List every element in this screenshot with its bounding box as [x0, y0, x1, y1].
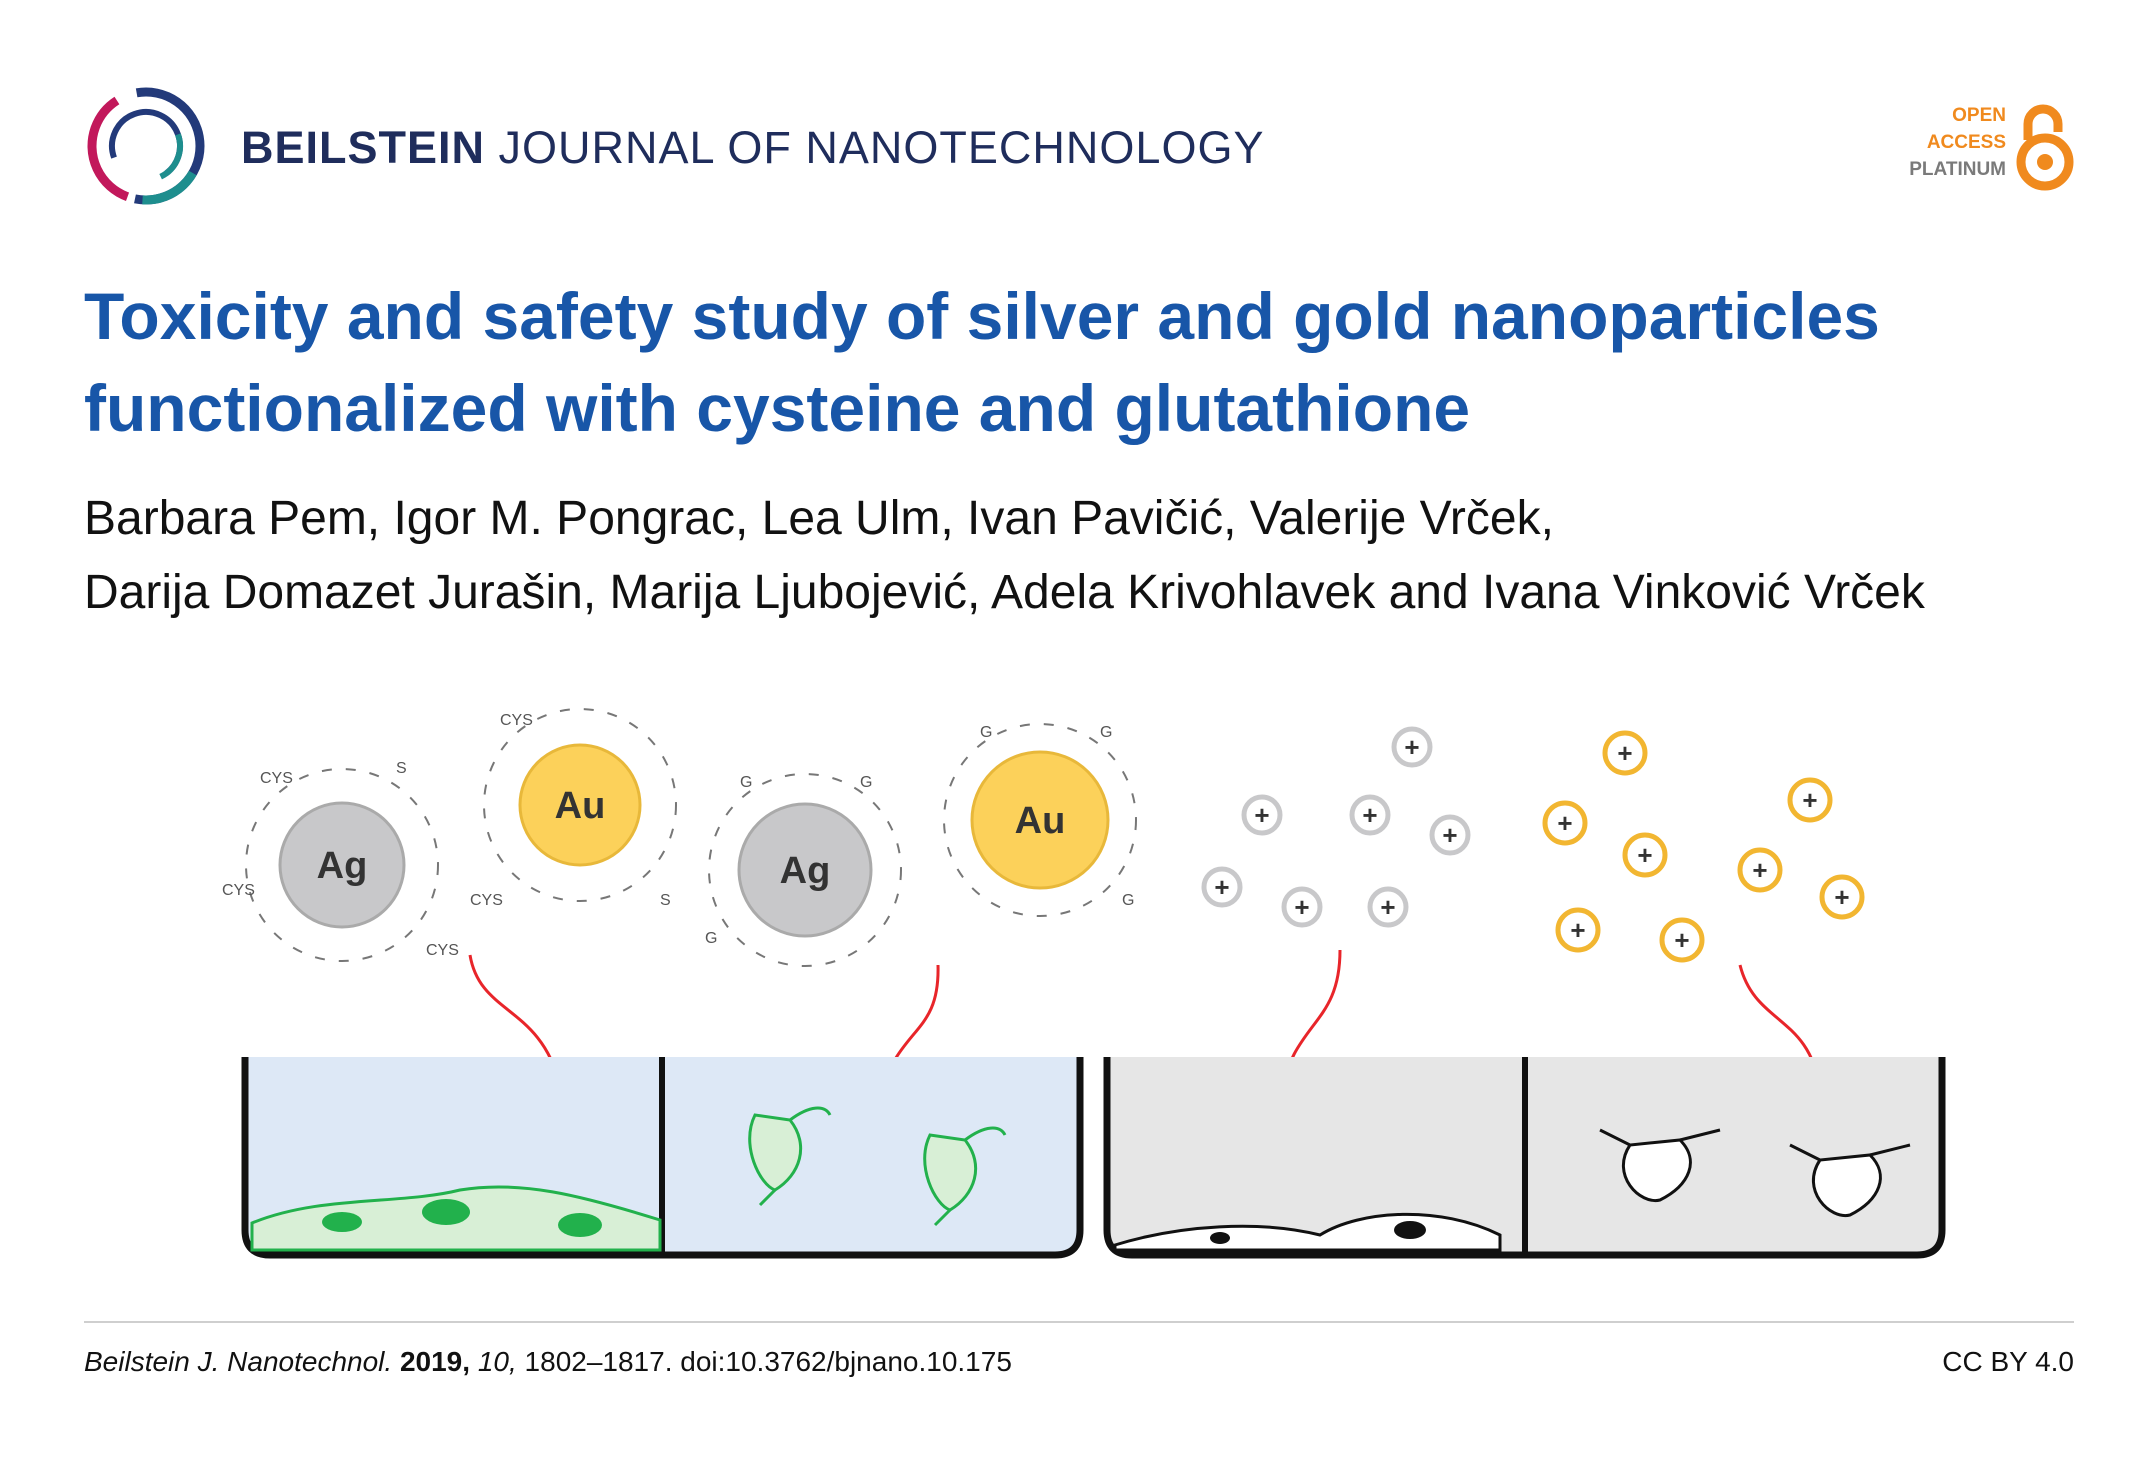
gold-ion	[1822, 877, 1862, 917]
gold-ion	[1558, 910, 1598, 950]
well-blue	[245, 1057, 1080, 1255]
cys-label: CYS	[470, 892, 503, 909]
silver-ion	[1432, 817, 1468, 853]
journal-abbrev: Beilstein J. Nanotechnol.	[84, 1346, 393, 1377]
silver-ion	[1394, 729, 1430, 765]
silver-ion	[1284, 889, 1320, 925]
gold-ion	[1740, 850, 1780, 890]
authors-line-2: Darija Domazet Jurašin, Marija Ljubojević, Adela Krivohlavek and Ivana Vinković Vrček	[84, 566, 1925, 619]
open-access-badge	[1874, 102, 2074, 194]
ion-plus: +	[1362, 800, 1378, 830]
g-label: G	[1100, 724, 1113, 741]
ag-label: Ag	[316, 845, 368, 887]
license[interactable]: CC BY 4.0	[1942, 1346, 2074, 1377]
ion-plus: +	[1214, 872, 1230, 902]
title-line-1: Toxicity and safety study of silver and gold nanoparticles	[84, 279, 1880, 353]
author-list	[84, 482, 2074, 630]
cys-label: CYS	[260, 770, 293, 787]
graphical-abstract	[200, 675, 1960, 1275]
well-grey	[1107, 1057, 1942, 1255]
citation-pages-doi[interactable]: 1802–1817. doi:10.3762/bjnano.10.175	[524, 1346, 1012, 1377]
cys-label: CYS	[500, 712, 533, 729]
citation-year: 2019,	[399, 1346, 471, 1377]
ag-label: Ag	[779, 850, 831, 892]
footer-divider	[84, 1321, 2074, 1323]
ion-plus: +	[1752, 855, 1768, 885]
gold-ion	[1625, 835, 1665, 875]
gold-ions	[1545, 733, 1862, 960]
ion-plus: +	[1834, 882, 1850, 912]
silver-ion	[1370, 889, 1406, 925]
ion-plus: +	[1637, 840, 1653, 870]
oa-line1: OPEN	[1952, 105, 2006, 126]
citation	[84, 1346, 1012, 1378]
silver-ion	[1204, 869, 1240, 905]
g-label: G	[980, 724, 993, 741]
journal-name-bold: BEILSTEIN	[241, 122, 486, 173]
silver-ion	[1352, 797, 1388, 833]
ion-plus: +	[1674, 925, 1690, 955]
ion-plus: +	[1294, 892, 1310, 922]
article-title	[84, 270, 2074, 454]
ion-plus: +	[1380, 892, 1396, 922]
ion-plus: +	[1570, 915, 1586, 945]
s-label: S	[660, 892, 671, 909]
ion-plus: +	[1617, 738, 1633, 768]
open-lock-icon	[2016, 104, 2074, 192]
authors-line-1: Barbara Pem, Igor M. Pongrac, Lea Ulm, Ivan Pavičić, Valerije Vrček,	[84, 492, 1554, 545]
au-label: Au	[554, 785, 606, 827]
g-label: G	[740, 774, 753, 791]
silver-ions	[1204, 729, 1468, 925]
gold-ion	[1662, 920, 1702, 960]
gold-ion	[1605, 733, 1645, 773]
cys-label: CYS	[222, 882, 255, 899]
citation-volume: 10,	[477, 1346, 517, 1377]
ion-plus: +	[1404, 732, 1420, 762]
g-label: G	[860, 774, 873, 791]
ion-plus: +	[1557, 808, 1573, 838]
journal-header	[84, 84, 2074, 214]
beilstein-logo-icon	[84, 84, 208, 208]
journal-name-rest: JOURNAL OF NANOTECHNOLOGY	[498, 122, 1265, 173]
ion-plus: +	[1802, 785, 1818, 815]
oa-line3: PLATINUM	[1909, 159, 2006, 180]
title-line-2: functionalized with cysteine and glutathione	[84, 371, 1471, 445]
gold-ion	[1790, 780, 1830, 820]
silver-ion	[1244, 797, 1280, 833]
g-label: G	[705, 930, 718, 947]
ion-plus: +	[1254, 800, 1270, 830]
oa-line2: ACCESS	[1926, 132, 2006, 153]
open-access-text	[1909, 102, 2006, 183]
journal-name	[241, 122, 1264, 174]
cys-label: CYS	[426, 942, 459, 959]
ion-plus: +	[1442, 820, 1458, 850]
g-label: G	[1122, 892, 1135, 909]
gold-ion	[1545, 803, 1585, 843]
s-label: S	[396, 760, 407, 777]
au-label: Au	[1014, 800, 1066, 842]
